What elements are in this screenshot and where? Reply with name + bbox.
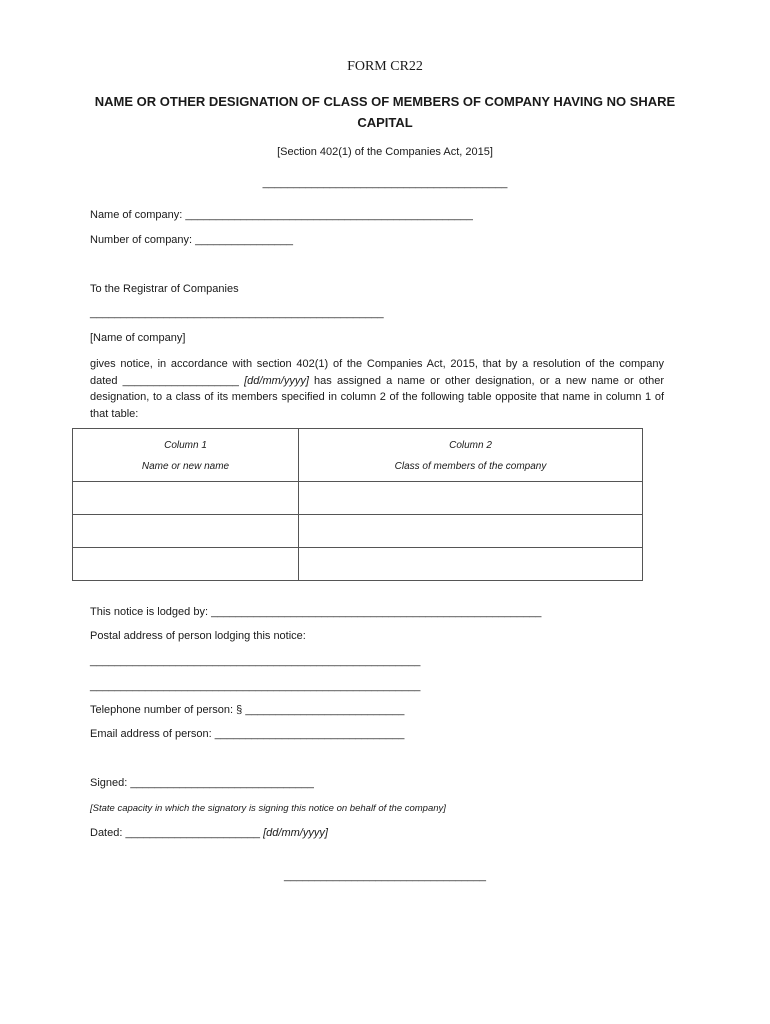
notice-text-part2: has assigned a name or other designation, or a new name or other designation, to a class of its members specified in column 2 of the following table opposite that name in column 1 of that table: bbox=[90, 374, 664, 420]
name-of-company-placeholder: [Name of company] bbox=[90, 332, 186, 344]
table-cell-class[interactable] bbox=[299, 548, 643, 581]
form-title: FORM CR22 bbox=[347, 59, 423, 74]
postal-address-line-1[interactable]: ______________________________________________________ bbox=[90, 655, 421, 667]
to-registrar-label: To the Registrar of Companies bbox=[90, 283, 239, 295]
bottom-line: _________________________________ bbox=[284, 870, 486, 882]
lodged-by-field[interactable]: This notice is lodged by: ______________________________________________________ bbox=[90, 606, 542, 618]
table-header-row bbox=[73, 429, 643, 482]
notice-text-part1: gives notice, in accordance with section 402(1) of the Companies Act, 2015, that by a resolution of the company dated ___________________ bbox=[90, 358, 664, 387]
postal-address-label: Postal address of person lodging this notice: bbox=[90, 630, 306, 642]
column-2-header bbox=[299, 429, 643, 482]
signed-field[interactable]: Signed: ______________________________ bbox=[90, 777, 314, 789]
column-2-title: Column 2 bbox=[449, 440, 492, 451]
capacity-note: [State capacity in which the signatory is signing this notice on behalf of the company] bbox=[90, 803, 446, 814]
column-1-subtitle: Name or new name bbox=[141, 461, 230, 472]
dated-line[interactable]: Dated: ______________________ bbox=[90, 827, 264, 839]
dated-format: [dd/mm/yyyy] bbox=[263, 827, 328, 839]
top-blank-line[interactable]: ________________________________________ bbox=[262, 177, 508, 189]
table-cell-name[interactable] bbox=[73, 548, 299, 581]
table-cell-name[interactable] bbox=[73, 515, 299, 548]
telephone-field[interactable]: Telephone number of person: § __________________________ bbox=[90, 704, 405, 716]
table-row bbox=[73, 548, 643, 581]
dated-field[interactable] bbox=[90, 827, 328, 839]
form-heading: NAME OR OTHER DESIGNATION OF CLASS OF MEMBERS OF COMPANY HAVING NO SHARE CAPITAL bbox=[94, 94, 676, 130]
section-reference: [Section 402(1) of the Companies Act, 2015] bbox=[277, 146, 493, 158]
table-cell-name[interactable] bbox=[73, 482, 299, 515]
name-of-company-field[interactable]: Name of company: _______________________________________________ bbox=[90, 209, 473, 221]
table-cell-class[interactable] bbox=[299, 482, 643, 515]
registrar-company-line[interactable]: ________________________________________________ bbox=[90, 307, 384, 319]
column-1-header bbox=[73, 429, 299, 482]
notice-paragraph bbox=[90, 356, 664, 422]
postal-address-line-2[interactable]: ______________________________________________________ bbox=[90, 680, 421, 692]
table-cell-class[interactable] bbox=[299, 515, 643, 548]
column-1-title: Column 1 bbox=[164, 440, 207, 451]
designation-table bbox=[72, 428, 643, 581]
notice-date-format: [dd/mm/yyyy] bbox=[244, 374, 309, 387]
table-row bbox=[73, 482, 643, 515]
email-field[interactable]: Email address of person: _______________________________ bbox=[90, 728, 405, 740]
number-of-company-field[interactable]: Number of company: ________________ bbox=[90, 234, 294, 246]
table-row bbox=[73, 515, 643, 548]
column-2-subtitle: Class of members of the company bbox=[394, 461, 547, 472]
